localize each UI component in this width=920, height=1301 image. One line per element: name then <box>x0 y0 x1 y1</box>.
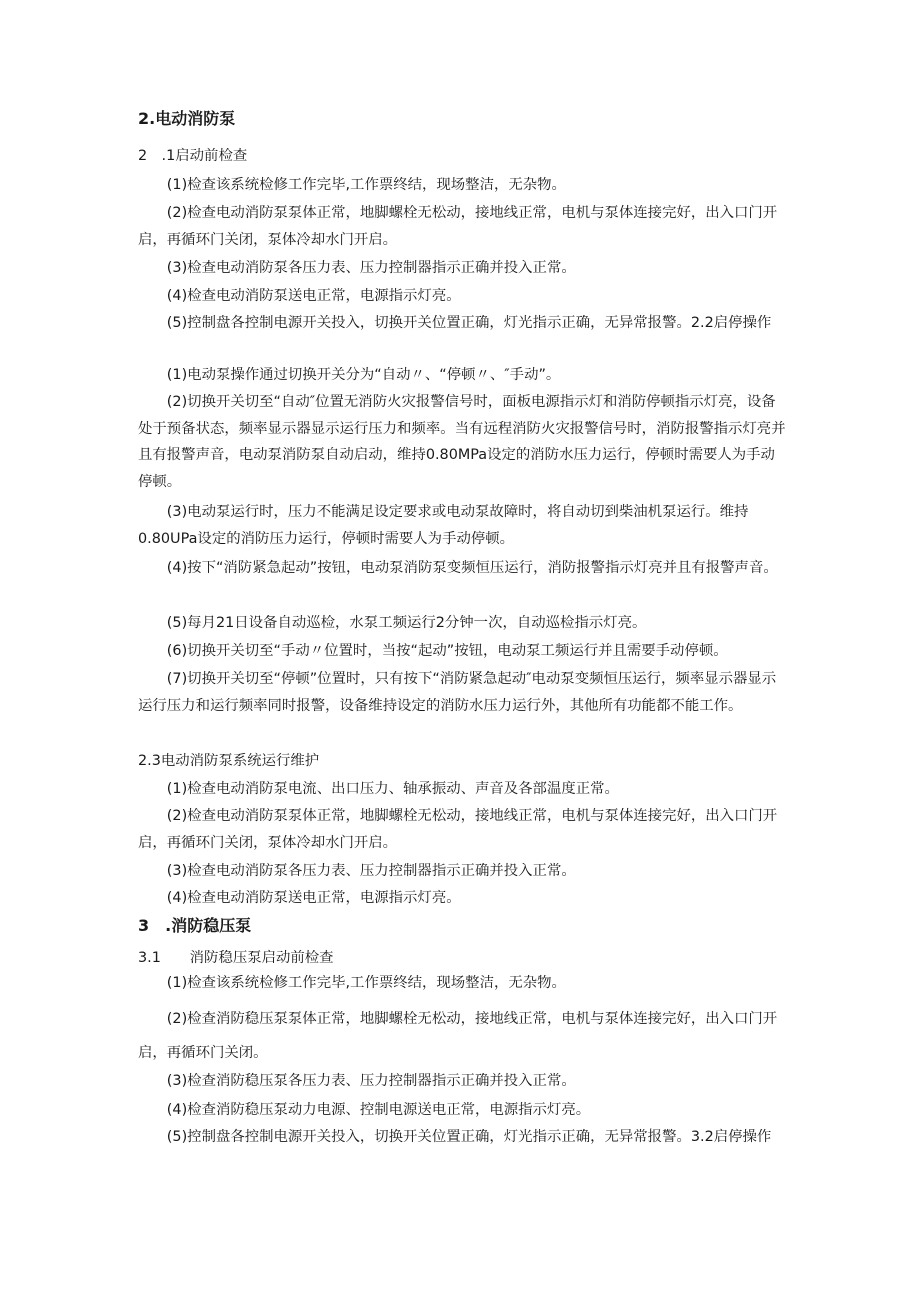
paragraph: (1)检查电动消防泵电流、出口压力、轴承振动、声音及各部温度正常。 <box>166 781 619 797</box>
subsection-title-2-1: 2 .1启动前检查 <box>138 148 248 164</box>
section-heading-2: 2.电动消防泵 <box>138 109 236 128</box>
paragraph: (1)电动泵操作通过切换开关分为“自动〃、“停顿〃、″手动”。 <box>166 367 561 383</box>
paragraph: (5)每月21日设备自动巡检，水泵工频运行2分钟一次，自动巡检指示灯亮。 <box>166 615 647 631</box>
paragraph: (6)切换开关切至“手动〃位置时，当按“起动”按钮，电动泵工频运行并且需要手动停顿。 <box>166 643 728 659</box>
paragraph: (5)控制盘各控制电源开关投入，切换开关位置正确，灯光指示正确，无异常报警。3.2启停操作 <box>166 1129 772 1145</box>
paragraph: (2)切换开关切至“自动″位置无消防火灾报警信号时，面板电源指示灯和消防停顿指示灯亮，设备处于预备状态，频率显示器显示运行压力和频率。当有远程消防火灾报警信号时，消防报警指示灯亮并且有报警声音，电动泵消防泵自动启动，维持0.80MPa设定的消防水压力运行，停顿时需要人为手动停顿。 <box>138 394 786 490</box>
paragraph: (4)按下“消防紧急起动”按钮，电动泵消防泵变频恒压运行，消防报警指示灯亮并且有报警声音。 <box>166 560 778 576</box>
section-heading-3: 3 .消防稳压泵 <box>138 916 252 935</box>
subsection-title-2-3: 2.3电动消防泵系统运行维护 <box>138 753 320 769</box>
paragraph: (1)检查该系统检修工作完毕,工作票终结，现场整洁，无杂物。 <box>166 177 566 193</box>
paragraph: (2)检查电动消防泵泵体正常，地脚螺栓无松动，接地线正常，电机与泵体连接完好，出入口门开启，再循环门关闭，泵体冷却水门开启。 <box>138 205 778 248</box>
paragraph: (3)检查消防稳压泵各压力表、压力控制器指示正确并投入正常。 <box>166 1073 576 1089</box>
paragraph: (2)检查电动消防泵泵体正常，地脚螺栓无松动，接地线正常，电机与泵体连接完好，出入口门开启，再循环门关闭，泵体冷却水门开启。 <box>138 808 778 851</box>
paragraph: (5)控制盘各控制电源开关投入，切换开关位置正确，灯光指示正确，无异常报警。2.2启停操作 <box>166 315 772 331</box>
paragraph: (4)检查电动消防泵送电正常，电源指示灯亮。 <box>166 890 461 906</box>
paragraph: (3)电动泵运行时，压力不能满足设定要求或电动泵故障时，将自动切到柴油机泵运行。维持0.80UPa设定的消防压力运行，停顿时需要人为手动停顿。 <box>138 504 749 547</box>
paragraph: (3)检查电动消防泵各压力表、压力控制器指示正确并投入正常。 <box>166 863 576 879</box>
paragraph: (2)检查消防稳压泵泵体正常，地脚螺栓无松动，接地线正常，电机与泵体连接完好，出入口门开启，再循环门关闭。 <box>138 1011 778 1061</box>
paragraph: (7)切换开关切至“停顿”位置时，只有按下“消防紧急起动″电动泵变频恒压运行，频率显示器显示运行压力和运行频率同时报警，设备维持设定的消防水压力运行外，其他所有功能都不能工作。 <box>138 671 777 714</box>
paragraph: (1)检查该系统检修工作完毕,工作票终结，现场整洁，无杂物。 <box>166 975 566 991</box>
paragraph: (3)检查电动消防泵各压力表、压力控制器指示正确并投入正常。 <box>166 260 576 276</box>
paragraph: (4)检查电动消防泵送电正常，电源指示灯亮。 <box>166 288 461 304</box>
subsection-title-3-1: 3.1 消防稳压泵启动前检查 <box>138 950 334 966</box>
paragraph: (4)检查消防稳压泵动力电源、控制电源送电正常，电源指示灯亮。 <box>166 1102 591 1118</box>
